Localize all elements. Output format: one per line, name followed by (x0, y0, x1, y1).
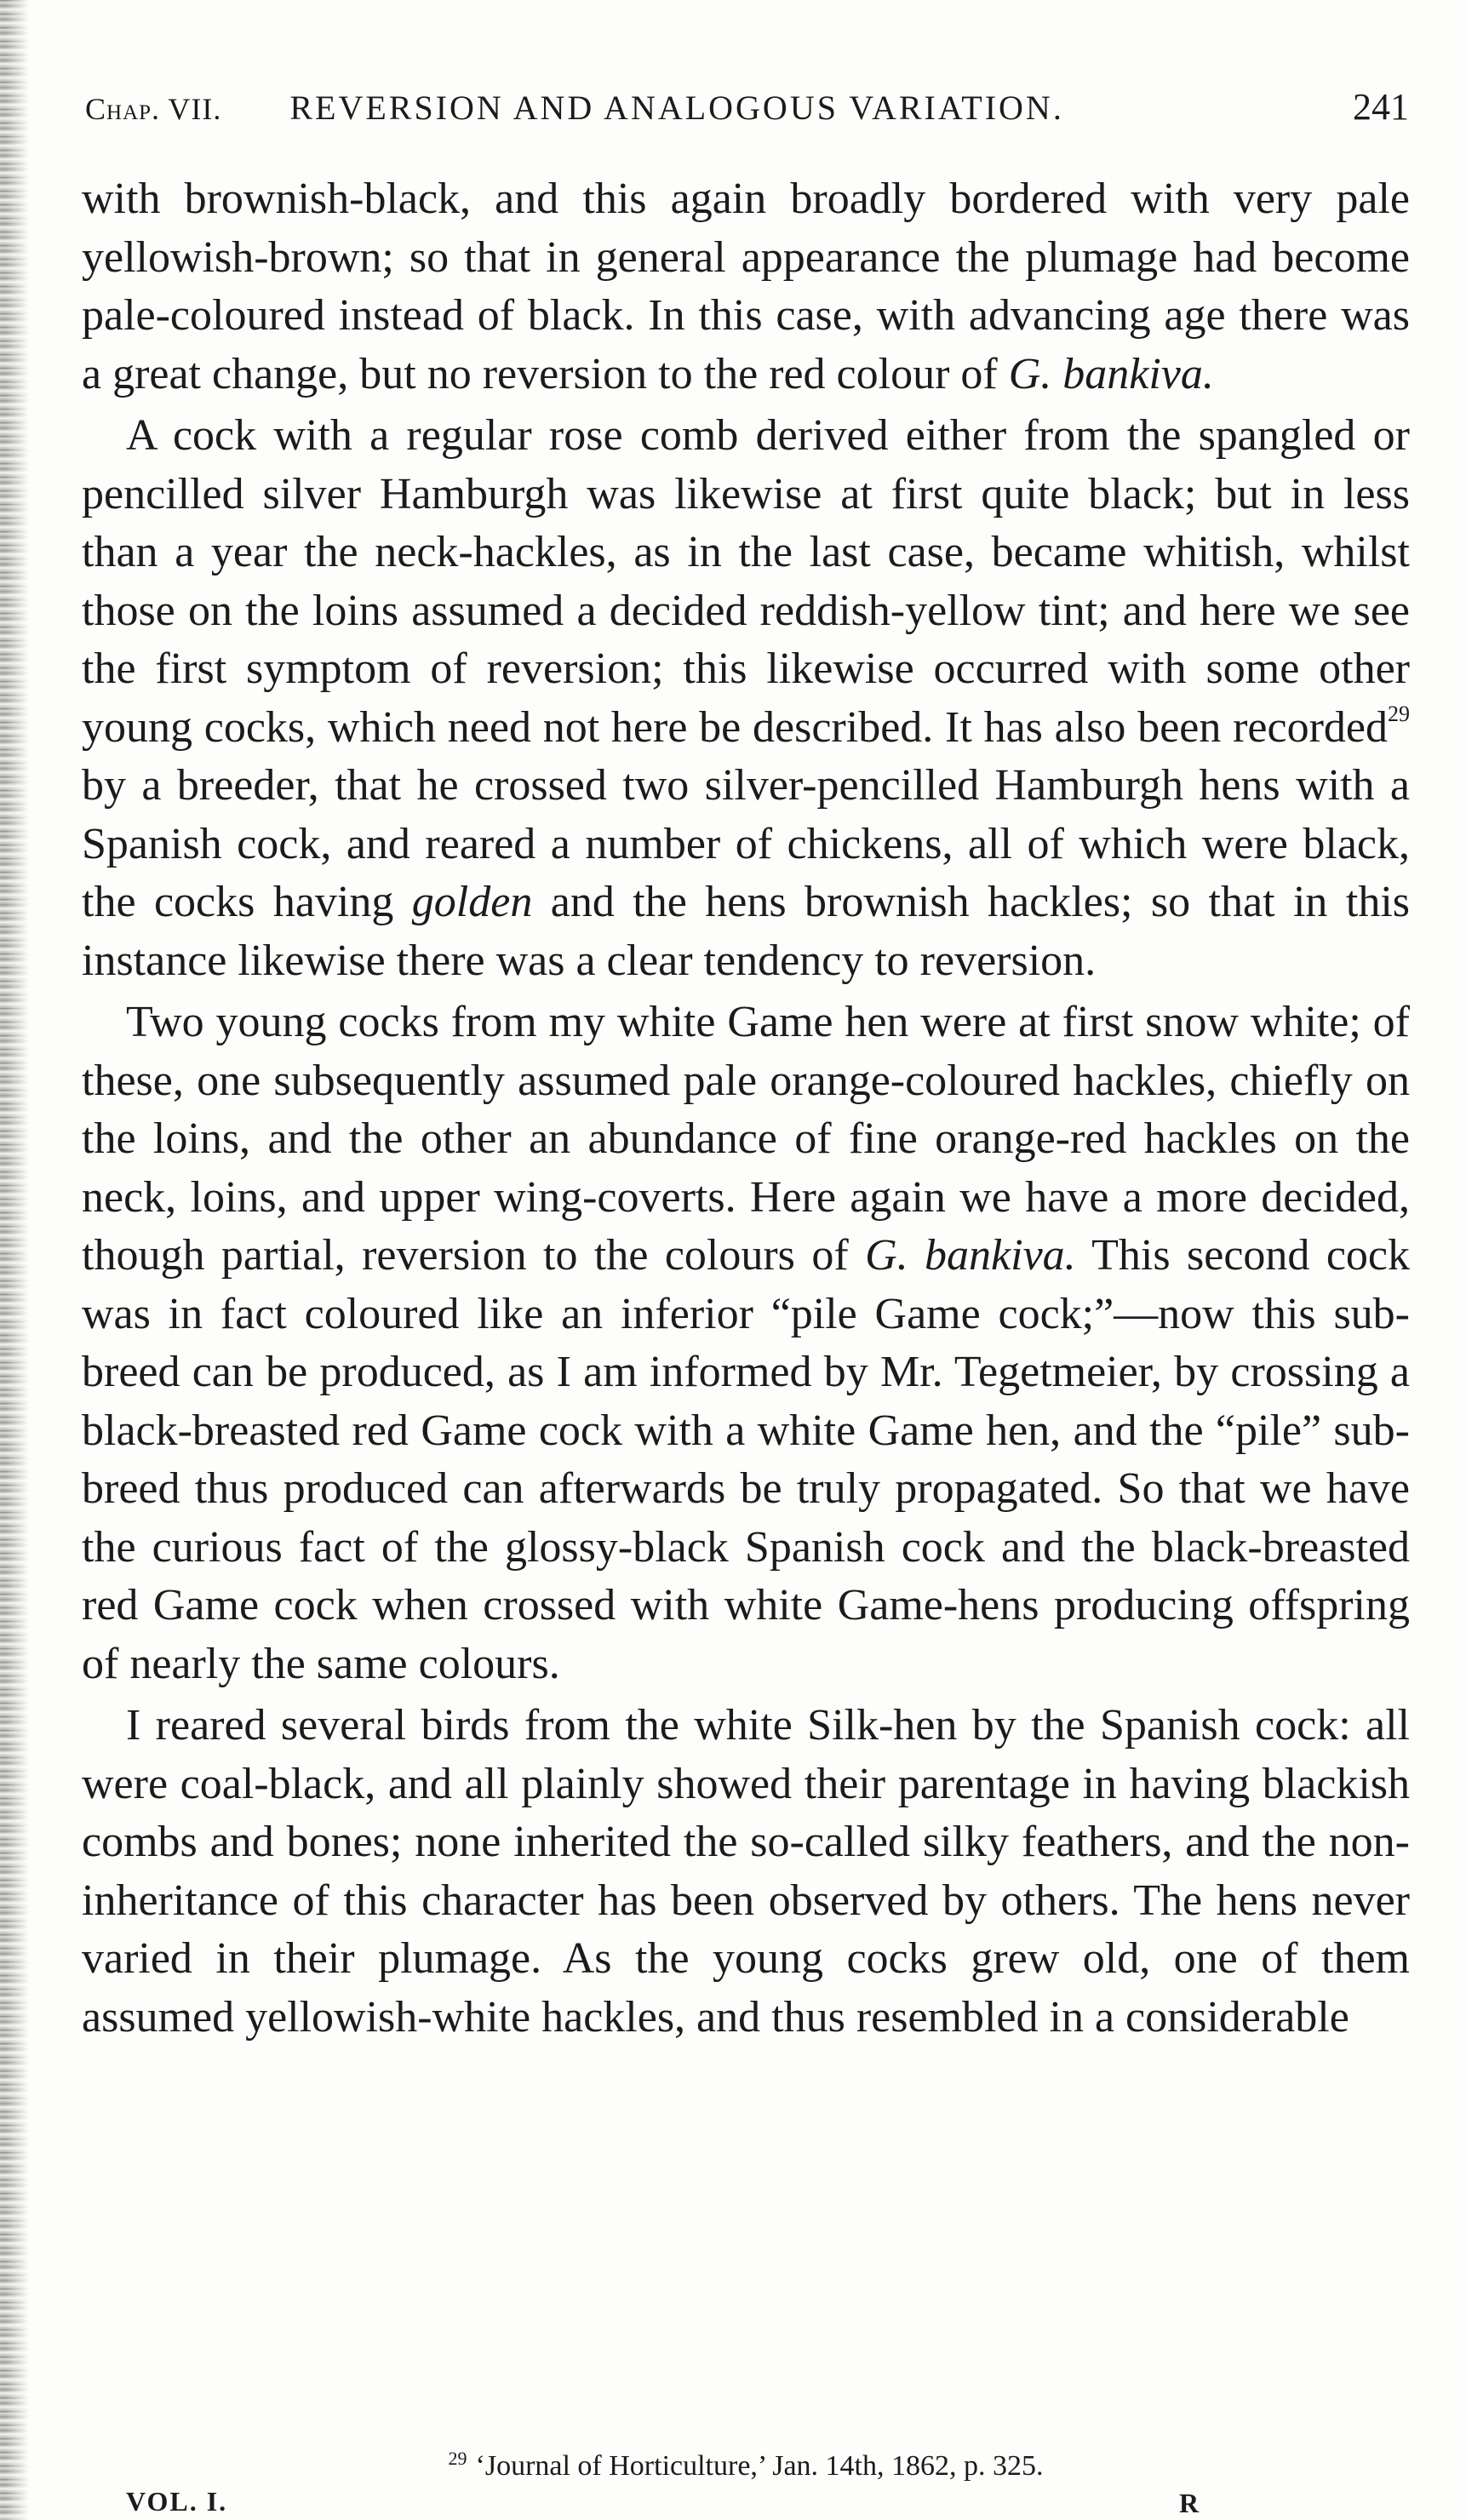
running-head (85, 85, 1409, 136)
italic-text: G. bankiva. (865, 1231, 1076, 1280)
text-segment: and the hens brownish hackles; so that in this instance likewise there was a clear tendency to reversion. (82, 878, 1410, 985)
footnote-reference: 29 (1388, 701, 1410, 726)
footnote-number: 29 (448, 2448, 467, 2469)
page-number: 241 (1353, 86, 1409, 128)
chapter-label: Chap. VII. (85, 92, 222, 126)
text-segment: with brownish-black, and this again broadly bordered with very pale yellowish-brown; so that in general appearance the plumage had become pale-coloured instead of black. In this case, with advancing age there was a great change, but no reversion to the red colour of (82, 175, 1410, 398)
text-segment: A cock with a regular rose comb derived either from the spangled or pencilled silver Hamburgh was likewise at first quite black; but in less than a year the neck-hackles, as in the last case, became whitish, whilst those on the loins assumed a decided reddish-yellow tint; and here we see the first symptom of reversion; this likewise occurred with some other young cocks, which need not here be described. It has also been recorded (82, 411, 1410, 752)
paragraph (82, 407, 1410, 990)
binding-shadow (0, 0, 29, 2520)
paragraph (82, 994, 1410, 1693)
text-segment: by a breeder, that he crossed two silver-pencilled Hamburgh hens with a Spanish cock, and reared a number of chickens, all of which were black, the cocks having (82, 761, 1410, 926)
paragraph (82, 1697, 1410, 2047)
italic-text: G. bankiva. (1008, 349, 1214, 398)
gathering-mark: R (1179, 2488, 1200, 2518)
text-segment: This second cock was in fact coloured like an inferior “pile Game cock;”—now this sub-breed can be produced, as I am informed by Mr. Tegetmeier, by crossing a black-breasted red Game cock with a white Game hen, and the “pile” sub-breed thus produced can afterwards be truly propagated. So that we have the curious fact of the glossy-black Spanish cock and the black-breasted red Game cock when crossed with white Game-hens producing offspring of nearly the same colours. (82, 1231, 1410, 1688)
volume-signature: VOL. I. (126, 2486, 228, 2517)
italic-text: golden (411, 878, 533, 926)
paragraph (82, 170, 1410, 404)
body-text (82, 170, 1410, 2047)
footnote (82, 2442, 1410, 2483)
text-segment: Two young cocks from my white Game hen were at first snow white; of these, one subsequently assumed pale orange-coloured hackles, chiefly on the loins, and the other an abundance of fine orange-red hackles on the neck, loins, and upper wing-coverts. Here again we have a more decided, though partial, reversion to the colours of (82, 998, 1410, 1280)
footnote-text: ‘Journal of Horticulture,’ Jan. 14th, 1862, p. 325. (475, 2450, 1044, 2482)
text-segment: I reared several birds from the white Silk-hen by the Spanish cock: all were coal-black, and all plainly showed their parentage in having blackish combs and bones; none inherited the so-called silky feathers, and the non-inheritance of this character has been observed by others. The hens never varied in their plumage. As the young cocks grew old, one of them assumed yellowish-white hackles, and thus resembled in a considerable (82, 1701, 1410, 2042)
chapter-title: REVERSION AND ANALOGOUS VARIATION. (289, 89, 1064, 127)
